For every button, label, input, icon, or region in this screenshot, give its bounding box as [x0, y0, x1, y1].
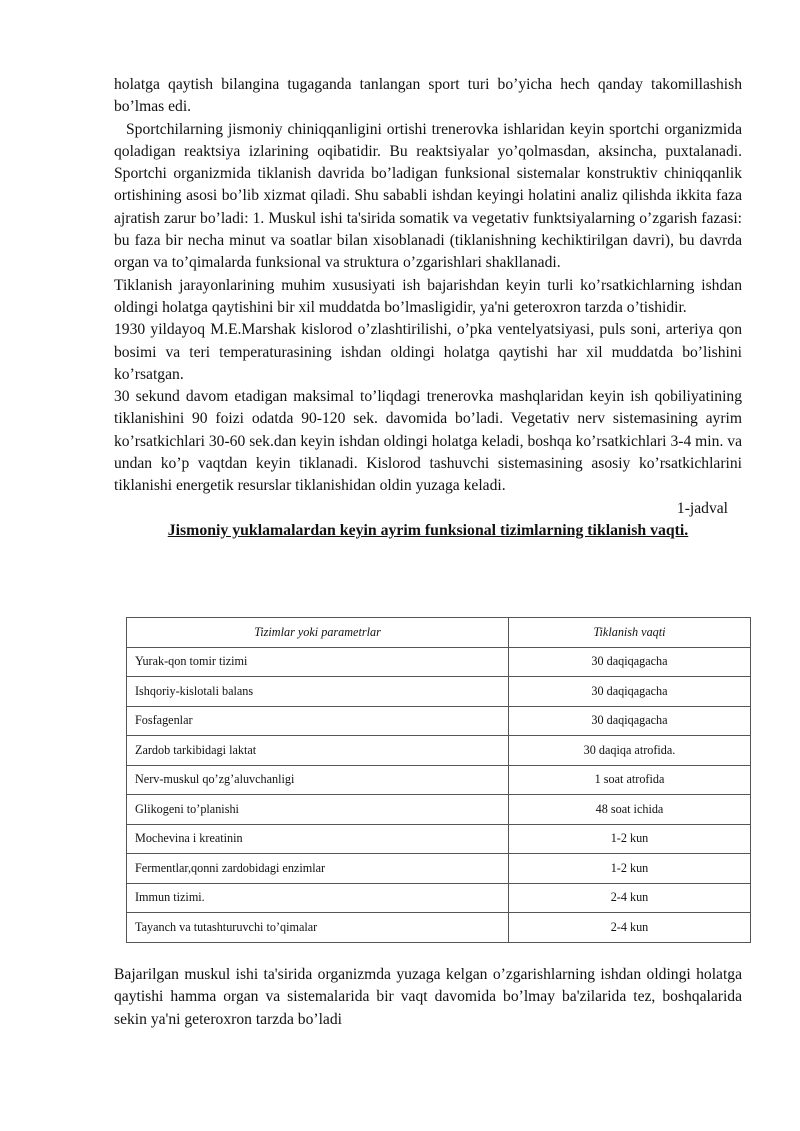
table-cell-time: 30 daqiqagacha: [509, 647, 751, 677]
table-cell-system: Yurak-qon tomir tizimi: [127, 647, 509, 677]
table-cell-time: 30 daqiqagacha: [509, 677, 751, 707]
table-header-row: [127, 618, 751, 648]
closing-section: [114, 964, 742, 1031]
document-body: [114, 74, 742, 542]
table-title: Jismoniy yuklamalardan keyin ayrim funksional tizimlarning tiklanish vaqti.: [167, 521, 689, 539]
table-cell-system: Ishqoriy-kislotali balans: [127, 677, 509, 707]
table-cell-system: Fermentlar,qonni zardobidagi enzimlar: [127, 854, 509, 884]
table-row: [127, 854, 751, 884]
table-row: [127, 824, 751, 854]
table-row: [127, 677, 751, 707]
table-row: [127, 706, 751, 736]
table-row: [127, 765, 751, 795]
table-cell-system: Fosfagenlar: [127, 706, 509, 736]
table-row: [127, 795, 751, 825]
table-row: [127, 647, 751, 677]
table-header-cell: Tizimlar yoki parametrlar: [127, 618, 509, 648]
table-cell-time: 1-2 kun: [509, 854, 751, 884]
table-cell-system: Zardob tarkibidagi laktat: [127, 736, 509, 766]
table-cell-time: 30 daqiqagacha: [509, 706, 751, 736]
table-cell-time: 2-4 kun: [509, 883, 751, 913]
table-cell-system: Nerv-muskul qo’zg’aluvchanligi: [127, 765, 509, 795]
closing-paragraph: Bajarilgan muskul ishi ta'sirida organizmda yuzaga kelgan o’zgarishlarning ishdan oldingi holatga qaytishi hamma organ va sistemalarida bir vaqt davomida bo’lmay ba'zilarida tez, boshqalarida sekin ya'ni geteroxron tarzda bo’ladi: [114, 966, 742, 1028]
paragraph: holatga qaytish bilangina tugaganda tanlangan sport turi bo’yicha hech qanday takomillashish bo’lmas edi.: [114, 76, 742, 116]
table-cell-system: Mochevina i kreatinin: [127, 824, 509, 854]
table-header-cell: Tiklanish vaqti: [509, 618, 751, 648]
table-cell-system: Glikogeni to’planishi: [127, 795, 509, 825]
table-label: 1-jadval: [676, 499, 728, 517]
table-cell-time: 1 soat atrofida: [509, 765, 751, 795]
recovery-time-table: [126, 617, 751, 943]
table-cell-system: Immun tizimi.: [127, 883, 509, 913]
paragraph: Tiklanish jarayonlarining muhim xususiyati ish bajarishdan keyin turli ko’rsatkichlarning ishdan oldingi holatga qaytishini bir xil muddatda bo’lmasligidir, ya'ni geteroxron tarzda o’tishidir.: [114, 276, 742, 316]
table-cell-time: 2-4 kun: [509, 913, 751, 943]
table-row: [127, 736, 751, 766]
table-cell-time: 30 daqiqa atrofida.: [509, 736, 751, 766]
paragraph: 1930 yildayoq M.E.Marshak kislorod o’zlashtirilishi, o’pka ventelyatsiyasi, puls soni, arteriya qon bosimi va teri temperaturasining ishdan oldingi holatga qaytishi har xil muddatda bo’lishini ko’rsatgan.: [114, 321, 742, 383]
paragraph: Sportchilarning jismoniy chiniqqanligini ortishi trenerovka ishlaridan keyin sportchi organizmida qoladigan reaktsiya izlarining oqibatidir. Bu reaktsiyalar yo’qolmasdan, aksincha, puxtalanadi. Sportchi organizmida tiklanish davrida bo’ladigan funksional sistemalar konstruktiv chiniqqanlik ortishining asosi bo’lib xizmat qiladi. Shu sababli ishdan keyingi holatini analiz qilishda ikkita faza ajratish zarur bo’ladi: 1. Muskul ishi ta'sirida somatik va vegetativ funktsiyalarning o’zgarish fazasi: bu faza bir necha minut va soatlar bilan xisoblanadi (tiklanishning kechiktirilgan davri), bu davrda organ va to’qimalarda funksional va struktura o’zgarishlari shakllanadi.: [114, 120, 742, 272]
table-cell-system: Tayanch va tutashturuvchi to’qimalar: [127, 913, 509, 943]
table-cell-time: 48 soat ichida: [509, 795, 751, 825]
table-row: [127, 883, 751, 913]
paragraph: 30 sekund davom etadigan maksimal to’liqdagi trenerovka mashqlaridan keyin ish qobiliyatining tiklanishini 90 foizi odatda 90-120 sek. davomida bo’ladi. Vegetativ nerv sistemasining ayrim ko’rsatkichlari 30-60 sek.dan keyin ishdan oldingi holatga keladi, boshqa ko’rsatkichlari 3-4 min. va undan ko’p vaqtdan keyin tiklanadi. Kislorod tashuvchi sistemasining asosiy ko’rsatkichlarini tiklanishi energetik resurslar tiklanishidan oldin yuzaga keladi.: [114, 388, 742, 495]
table-row: [127, 913, 751, 943]
table-cell-time: 1-2 kun: [509, 824, 751, 854]
